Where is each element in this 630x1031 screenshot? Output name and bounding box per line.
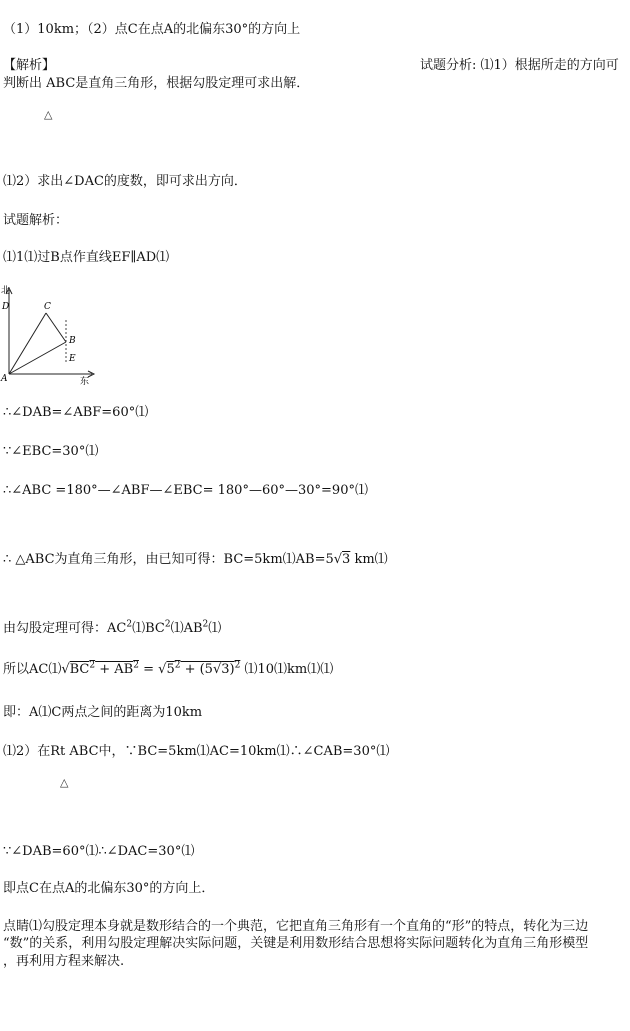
label-c: C xyxy=(44,302,51,312)
pyth-ab: ⑴AB xyxy=(170,621,203,636)
pyth-sup-ac: 2 xyxy=(126,619,133,630)
pyth-end: ⑴ xyxy=(208,621,222,636)
solution-heading: 试题解析： xyxy=(3,213,69,228)
segment-cb xyxy=(46,313,66,342)
ac-equals: = xyxy=(138,662,159,677)
label-e: E xyxy=(69,354,76,364)
segment-ab xyxy=(9,342,66,374)
pyth-bc: ⑴BC xyxy=(132,621,165,636)
triangle-symbol: △ xyxy=(60,776,69,789)
pyth-sup-bc: 2 xyxy=(164,619,171,630)
comment-line3: ，再利用方程来解决. xyxy=(3,954,125,969)
right-triangle-text: ∴ △ABC为直角三角形，由已知可得：BC=5km⑴AB=5 xyxy=(3,552,334,567)
analysis-line3: ⑴2）求出∠DAC的度数，即可求出方向． xyxy=(3,174,247,189)
analysis-line2: 判断出 ABC是直角三角形，根据勾股定理可求出解． xyxy=(3,76,310,91)
line-pythagoras xyxy=(3,621,221,637)
answer-line: （1）10km；（2）点C在点A的北偏东30°的方向上 xyxy=(3,22,301,37)
line-abc: ∴∠ABC =180°—∠ABF—∠EBC= 180°—60°—30°=90°⑴ xyxy=(3,483,368,498)
label-a: A xyxy=(1,374,8,384)
right-triangle-unit: km⑴ xyxy=(350,552,388,567)
label-north: 北 xyxy=(1,286,11,296)
direction-figure xyxy=(0,282,110,387)
line-part2: ⑴2）在Rt ABC中，∵BC=5km⑴AC=10km⑴∴∠CAB=30°⑴ xyxy=(3,744,390,759)
label-east: 东 xyxy=(80,377,90,387)
sqrt-sign: √ xyxy=(333,552,343,567)
label-d: D xyxy=(2,302,10,312)
ac-radicand-2: $5^2 + (5√3)^2$ xyxy=(166,660,241,677)
analysis-right-text: 试题分析: ⑴1）根据所走的方向可 xyxy=(420,58,619,73)
analysis-heading: 【解析】 xyxy=(3,58,56,73)
ac-radicand-1: $BC^2 + AB^2$ xyxy=(69,660,139,677)
solution-step1: ⑴1⑴过B点作直线EF∥AD⑴ xyxy=(3,250,170,265)
sqrt-sign: √ xyxy=(61,662,70,677)
line-right-triangle xyxy=(3,552,388,568)
line-dac: ∵∠DAB=60°⑴∴∠DAC=30°⑴ xyxy=(3,844,195,859)
comment-line1: 点睛⑴勾股定理本身就是数形结合的一个典范，它把直角三角形有一个直角的“形”的特点，转化为三边 xyxy=(3,919,589,934)
sqrt-sign: √ xyxy=(158,662,167,677)
line-ac-value xyxy=(3,662,333,678)
line-conclusion: 即点C在点A的北偏东30°的方向上． xyxy=(3,881,215,896)
pyth-ac: 由勾股定理可得：AC xyxy=(3,621,127,636)
segment-ac xyxy=(9,313,46,374)
line-dab: ∴∠DAB=∠ABF=60°⑴ xyxy=(3,405,149,420)
label-b: B xyxy=(69,336,76,346)
ac-prefix: 所以AC⑴ xyxy=(3,662,62,677)
comment-line2: “数”的关系，利用勾股定理解决实际问题，关键是利用数形结合思想将实际问题转化为直角三角形模型 xyxy=(3,936,589,951)
sqrt-radicand: 3 xyxy=(342,552,351,567)
line-ebc: ∵∠EBC=30°⑴ xyxy=(3,444,99,459)
ac-result: ⑴10⑴km⑴⑴ xyxy=(240,662,334,677)
pyth-sup-ab: 2 xyxy=(202,619,209,630)
line-distance: 即：A⑴C两点之间的距离为10km xyxy=(3,705,203,720)
triangle-symbol: △ xyxy=(44,108,53,121)
